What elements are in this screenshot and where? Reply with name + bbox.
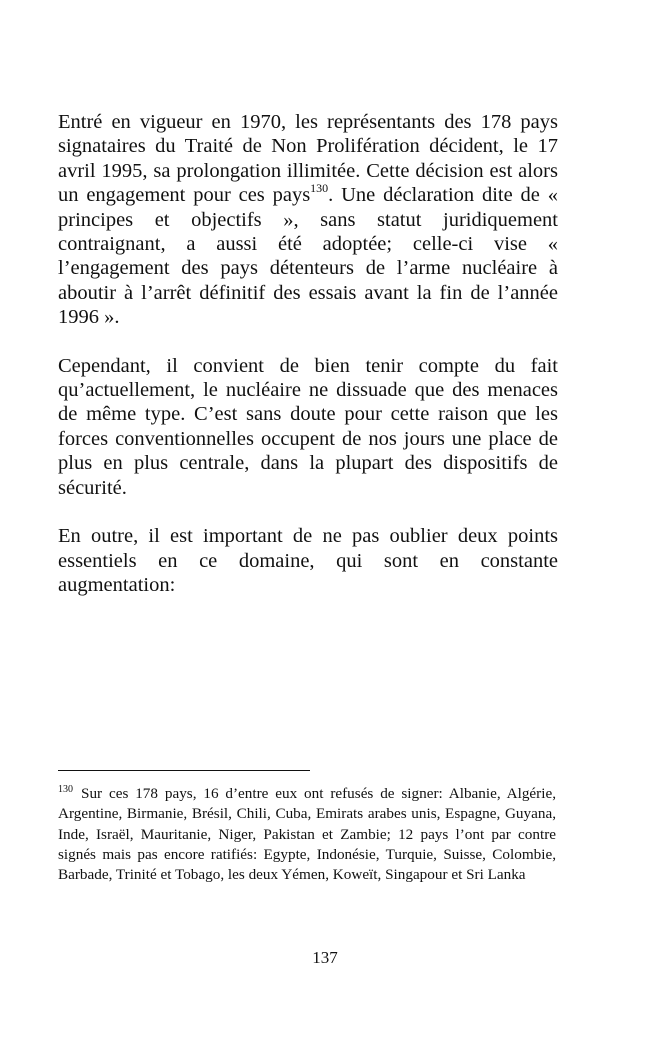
page-body bbox=[58, 110, 558, 597]
paragraph-3: En outre, il est important de ne pas oublier deux points essentiels en ce domaine, qui sont en constante augmentation: bbox=[58, 525, 558, 596]
paragraph-2: Cependant, il convient de bien tenir compte du fait qu’actuellement, le nucléaire ne dissuade que des menaces de même type. C’est sans doute pour cette raison que les forces conventionnelles occupent de nos jours une place de plus en plus centrale, dans la plupart des dispositifs de sécurité. bbox=[58, 354, 558, 499]
paragraph-1-continuation: . Une déclaration dite de « principes et objectifs », sans statut juridiquement contraignant, a aussi été adoptée; celle-ci vise « l’engagement des pays détenteurs de l’arme nucléaire à aboutir à l’arrêt définitif des essais avant la fin de l’année 1996 ». bbox=[58, 184, 558, 329]
footnote-text: Sur ces 178 pays, 16 d’entre eux ont refusés de signer: Albanie, Algérie, Argentine, Birmanie, Brésil, Chili, Cuba, Emirats arabes unis, Espagne, Guyana, Inde, Israël, Mauritanie, Niger, Pakistan et Zambie; 12 pays l’ont par contre signés mais pas encore ratifiés: Egypte, Indonésie, Turquie, Suisse, Colombie, Barbade, Trinité et Tobago, les deux Yémen, Koweït, Singapour et Sri Lanka bbox=[58, 785, 556, 884]
footnote-number: 130 bbox=[58, 784, 73, 795]
page-number: 137 bbox=[312, 948, 338, 967]
paragraph-1-text: Entré en vigueur en 1970, les représentants des 178 pays signataires du Traité de Non Prolifération décident, le 17 avril 1995, sa prolongation illimitée. Cette décision est alors un engagement pour ces pays bbox=[58, 111, 558, 207]
footnote bbox=[58, 784, 556, 885]
paragraph-1 bbox=[58, 110, 558, 330]
footnote-reference[interactable]: 130 bbox=[310, 181, 329, 196]
footnote-separator bbox=[58, 770, 310, 771]
